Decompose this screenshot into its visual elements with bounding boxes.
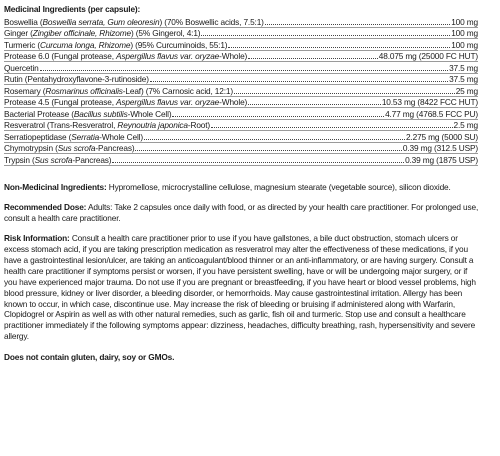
non-medicinal-ingredients <box>4 182 480 192</box>
supplement-label <box>4 0 484 362</box>
recommended-dose-text: Adults: Take 2 capsules once daily with food, or as directed by your health care practitioner. For prolonged use, consult a health care practitioner. <box>4 201 479 223</box>
ingredient-row <box>4 51 478 63</box>
ingredient-name: Resveratrol (Trans-Resveratrol, Reynoutria japonica-Root) <box>4 120 211 131</box>
dotted-leader <box>150 81 448 82</box>
ingredient-row <box>4 97 478 109</box>
allergen-text: Does not contain gluten, dairy, soy or GMOs. <box>4 352 175 363</box>
ingredient-amount: 2.5 mg <box>453 120 478 131</box>
ingredient-name: Boswellia (Boswellia serrata, Gum oleoresin) (70% Boswellic acids, 7.5:1) <box>4 16 264 27</box>
medicinal-ingredients-heading: Medicinal Ingredients (per capsule): <box>4 4 141 14</box>
ingredient-amount: 100 mg <box>451 28 478 39</box>
ingredient-amount: 0.39 mg (312.5 USP) <box>402 143 478 154</box>
ingredient-row <box>4 74 478 86</box>
ingredient-amount: 100 mg <box>451 39 478 50</box>
dotted-leader <box>172 116 384 117</box>
recommended-dose-label: Recommended Dose: <box>4 201 87 212</box>
ingredient-name: Protease 4.5 (Fungal protease, Aspergillus flavus var. oryzae-Whole) <box>4 97 248 108</box>
ingredient-row <box>4 131 478 143</box>
dotted-leader <box>211 127 452 128</box>
ingredient-row <box>4 108 478 120</box>
ingredient-amount: 4.77 mg (4768.5 FCC PU) <box>385 108 478 119</box>
dotted-leader <box>201 35 450 36</box>
ingredient-row <box>4 28 478 40</box>
ingredient-amount: 25 mg <box>455 85 478 96</box>
ingredient-amount: 10.53 mg (8422 FCC HUT) <box>381 97 478 108</box>
dotted-leader <box>248 58 378 59</box>
ingredient-name: Rutin (Pentahydroxyflavone-3-rutinoside) <box>4 74 149 85</box>
ingredient-name: Protease 6.0 (Fungal protease, Aspergillus flavus var. oryzae-Whole) <box>4 51 248 62</box>
ingredient-row <box>4 62 478 74</box>
dotted-leader <box>234 93 455 94</box>
dotted-leader <box>144 139 405 140</box>
ingredient-row <box>4 85 478 97</box>
dotted-leader <box>40 70 448 71</box>
ingredient-name: Ginger (Zingiber officinale, Rhizome) (5% Gingerol, 4:1) <box>4 28 201 39</box>
non-medicinal-label: Non-Medicinal Ingredients: <box>4 181 107 192</box>
dotted-leader <box>112 162 404 163</box>
dotted-leader <box>135 150 401 151</box>
ingredient-name: Quercetin <box>4 62 39 73</box>
ingredient-row <box>4 120 478 132</box>
ingredient-row <box>4 16 478 28</box>
ingredient-name: Serratiopeptidase (Serratia-Whole Cell) <box>4 131 143 142</box>
ingredient-amount: 37.5 mg <box>449 74 478 85</box>
ingredient-row <box>4 39 478 51</box>
ingredient-amount: 48.075 mg (25000 FC HUT) <box>378 51 478 62</box>
dotted-leader <box>248 104 381 105</box>
ingredient-name: Bacterial Protease (Bacillus subtilis-Whole Cell) <box>4 108 172 119</box>
ingredient-row <box>4 143 478 155</box>
ingredient-name: Rosemary (Rosmarinus officinalis-Leaf) (7% Carnosic acid, 12:1) <box>4 85 233 96</box>
risk-information-label: Risk Information: <box>4 233 70 244</box>
recommended-dose <box>4 202 480 223</box>
ingredient-amount: 2.275 mg (5000 SU) <box>405 131 478 142</box>
ingredient-list <box>4 16 478 166</box>
dotted-leader <box>228 47 450 48</box>
allergen-statement <box>4 352 480 362</box>
ingredient-name: Chymotrypsin (Sus scrofa-Pancreas) <box>4 143 135 154</box>
non-medicinal-text: Hypromellose, microcrystalline cellulose, magnesium stearate (vegetable source), silicon dioxide. <box>106 181 451 192</box>
dotted-leader <box>265 24 450 25</box>
risk-information <box>4 233 480 342</box>
risk-information-text: Consult a health care practitioner prior to use if you have gallstones, a bile duct obstruction, stomach ulcers or excess stomach acid, if you are taking prescription medication as resveratrol may alter the effectiveness of these medications, if you have a gastrointestinal lesion/ulcer, are taking an anticoagulant/blood thinner or an anti-inflammatory, or are having surgery. Consult a health care practitioner if symptoms persist or worsen, if you have persistent swelling, have or will be undergoing major surgery, or if you have experienced major trauma. Do not use if you are pregnant or breastfeeding, if you have heart or blood vessel problems, high blood pressure, kidney or liver disorder, a bleeding disorder, or hemorrhoids. May cause gastrointestinal irritation. Allergy has been known to occur, in which case, discontinue use. May increase the risk of bleeding or bruising if administered along with Warfarin, Clopidogrel or Aspirin as well as with other natural remedies, such as garlic, fish oil and turmeric. Stop use and consult a healthcare practitioner immediately if the following symptoms appear: dizziness, headaches, difficulty breathing, rash, hypersensitivity and severe allergy. <box>4 233 476 342</box>
ingredient-name: Turmeric (Curcuma longa, Rhizome) (95% Curcuminoids, 55:1) <box>4 39 228 50</box>
ingredient-row <box>4 154 478 166</box>
ingredient-name: Trypsin (Sus scrofa-Pancreas) <box>4 154 112 165</box>
ingredient-amount: 37.5 mg <box>449 62 478 73</box>
ingredient-amount: 100 mg <box>451 16 478 27</box>
ingredient-amount: 0.39 mg (1875 USP) <box>405 154 478 165</box>
